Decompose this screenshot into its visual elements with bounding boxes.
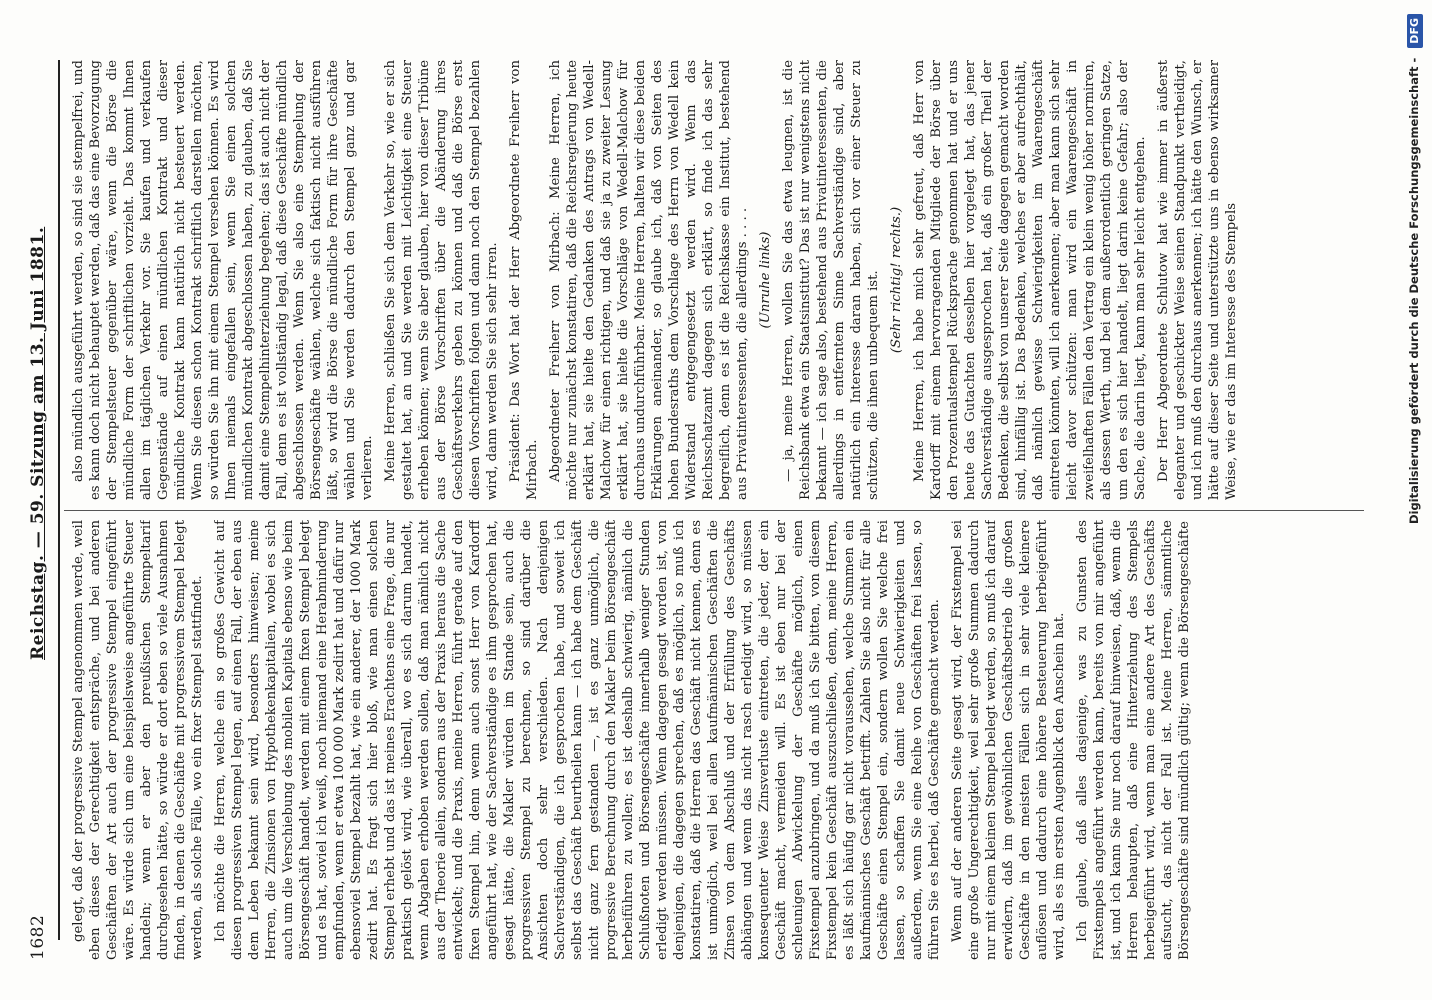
- right-paragraph: Der Herr Abgeordnete Schlutow hat wie immer in äußerst eleganter und geschickter Weise seinen Standpunkt vertheidigt, und ich muß den durchaus anerkennen; ich hätte den Wunsch, er hätte auf dieser Seite und unterstützte uns in ebenso wirksamer Weise, wie er das im Interesse des Stempels: [1156, 60, 1239, 500]
- left-paragraph: Ich möchte die Herren, welche ein so großes Gewicht auf diesen progressiven Stempel legen, auf einen Fall, der eben aus dem Leben bekannt sein wird, besonders hinweisen; meine Herren, die Zinsionen von Hypothekenkapitalien, wobei es sich auch um die Verschiebung des mobilen Kapitals ebenso wie beim Börsengeschäft handelt, werden mit einem fixen Stempel belegt und es hat, soviel ich weiß, noch niemand eine Herabminderung empfunden, wenn er etwa 100 000 Mark zedirt hat und dafür nur ebensoviel Stempel bezahlt hat, wie ein anderer, der 1000 Mark zedirt hat. Es fragt sich hier bloß, wie man einen solchen Stempel erhebt und das ist meines Erachtens eine Frage, die nur praktisch gelöst wird, wie überall, wo es sich darum handelt, wenn Abgaben erhoben werden sollen, daß man nämlich nicht aus der Theorie allein, sondern aus der Praxis heraus die Sache entwickelt; und die Praxis, meine Herren, führt gerade auf den fixen Stempel hin, denn wenn auch sonst Herr von Kardorff angeführt hat, wie der Sachverständige es ihm gesprochen hat, gesagt hätte, die Makler würden im Stande sein, auch die progressiven Stempel zu berechnen, so sind darüber die Ansichten doch sehr verschieden. Nach denjenigen Sachverständigen, die ich gesprochen habe, und soweit ich selbst das Geschäft beurtheilen kann — ich habe dem Geschäft nicht ganz fern gestanden —, ist es ganz unmöglich, die progressive Berechnung durch den Makler beim Börsengeschäft herbeiführen zu wollen; es ist deshalb schwierig, nämlich die Schlußnoten und Börsengeschäfte innerhalb weniger Stunden erledigt werden müssen. Wenn dagegen gesagt worden ist, von denjenigen, die dagegen sprechen, daß es möglich, so muß ich konstatiren, daß die Herren das Geschäft nicht kennen, denn es ist unmöglich, weil bei allen kaufmännischen Geschäften die Zinsen von dem Abschluß und der Erfüllung des Geschäfts abhängen und wenn das nicht rasch erledigt wird, so müssen konsequenter Weise Zinsverluste eintreten, die jeder, der ein Geschäft macht, vermeiden will. Es ist eben nur bei der schleunigen Abwickelung der Geschäfte möglich, einen Fixstempel anzubringen, und da muß ich Sie bitten, von diesem Fixstempel kein Geschäft auszuschließen, denn, meine Herren, es läßt sich häufig gar nicht voraussehen, welche Summen ein kaufmännisches Geschäft betrifft. Zahlen Sie also nicht für alle Geschäfte einen Stempel ein, sondern wollen Sie welche frei lassen, so schaffen Sie damit neue Schwierigkeiten und außerdem, wenn Sie eine Reihe von Geschäften frei lassen, so führen Sie es herbei, daß Geschäfte gemacht werden.: [213, 520, 942, 960]
- page-header: [24, 40, 56, 960]
- watermark-text: [1400, 14, 1428, 986]
- interjection: (Sehr richtig! rechts.): [889, 206, 904, 354]
- left-paragraph: Ich glaube, daß alles dasjenige, was zu Gunsten des Fixstempels angeführt werden kann, bereits von mir angeführt ist, und ich kann Sie nur noch darauf hinweisen, daß, wenn die Herren behaupten, daß eine Hinterziehung des Stempels herbeigeführt wird, wenn man eine andere Art des Geschäfts aufsucht, das nicht der Fall ist. Meine Herren, sämmtliche Börsengeschäfte sind mündlich gültig; wenn die Börsengeschäfte: [1075, 520, 1192, 960]
- right-paragraph: — ja, meine Herren, wollen Sie das etwa leugnen, ist die Reichsbank etwa ein Staatsinstitut? Das ist nur wenigstens nicht bekannt — ich sage also, bestehend aus Privatinteressenten, die allerdings in entferntem Sinne Sachverständige sind, aber natürlich ein Interesse daran haben, sich vor einer Steuer zu schützen, die ihnen unbequem ist.: [781, 60, 881, 500]
- right-paragraph: Meine Herren, schließen Sie sich dem Verkehr so, wie er sich gestaltet hat, an und Sie werden mit Leichtigkeit eine Steuer erheben können; wenn Sie aber glauben, hier von dieser Tribüne aus der Börse Vorschriften über die Abänderung ihres Geschäftsverkehrs geben zu können und daß die Börse erst diesen Vorschriften folgen und dann noch den Stempel bezahlen wird, dann werden Sie sich sehr irren.: [383, 60, 500, 500]
- column-separator: [64, 510, 1364, 511]
- right-column: [70, 60, 1360, 500]
- left-column: [70, 520, 1360, 960]
- running-title: Reichstag. — 59. Sitzung am 13. Juni 1881.: [28, 226, 48, 660]
- speaker-paragraph: Präsident: Das Wort hat der Herr Abgeordnete Freiherr von Mirbach.: [508, 60, 540, 500]
- watermark-caption: Digitalisierung gefördert durch die Deutsche Forschungsgemeinschaft -: [1407, 57, 1421, 525]
- interjection: (Unruhe links): [758, 231, 773, 329]
- dfg-logo: DFG: [1407, 14, 1423, 48]
- right-paragraph: Meine Herren, ich habe mich sehr gefreut, daß Herr von Kardorff mit einem hervorragenden Mitgliede der Börse über den Prozentualstempel Rücksprache genommen hat und er uns heute das Gutachten desselben hier vorgelegt hat, das jener Sachverständige ausgesprochen hat, daß ein großer Theil der Bedenken, die selbst von unserer Seite dagegen gemacht worden sind, hinfällig ist. Das Bedenken, welches er aber aufrechthält, daß nämlich gewisse Schwierigkeiten im Waarengeschäft eintreten könnten, will ich anerkennen; aber man kann sich sehr leicht davor schützen: man wird ein Waarengeschäft in zweifelhaften Fällen den Vertrag ein klein wenig höher normiren, als dessen Werth, und bei dem außerordentlich geringen Satze, um den es sich hier handelt, liegt darin keine Gefahr; also der Sache, die darin liegt, kann man sehr leicht entgehen.: [912, 60, 1148, 500]
- header-rule: [58, 60, 60, 940]
- right-paragraph: also mündlich ausgeführt werden, so sind sie stempelfrei, und es kann doch nicht behauptet werden, daß das eine Bevorzugung der Stempelsteuer gegenüber wäre, wenn die Börse die mündliche Form der schriftlichen vorzieht. Das kommt Ihnen allen im täglichen Verkehr vor. Sie kaufen und verkaufen Gegenstände auf einen mündlichen Kontrakt und dieser mündliche Kontrakt kann natürlich nicht besteuert werden. Wenn Sie diesen schon Kontrakt schriftlich darstellen möchten, so würden Sie ihn mit einem Stempel versehen können. Es wird Ihnen niemals eingefallen sein, wenn Sie einen solchen mündlichen Kontrakt abgeschlossen haben, zu glauben, daß Sie damit eine Stempelhinterziehung begehen; das ist auch nicht der Fall, denn es ist vollständig legal, daß diese Geschäfte mündlich abgeschlossen werden. Wenn Sie also eine Stempelung der Börsengeschäfte wählen, welche sich faktisch nicht ausführen läßt, so wird die Börse die mündliche Form für ihre Geschäfte wählen und Sie werden dadurch den Stempel ganz und gar verlieren.: [71, 60, 375, 500]
- digitization-watermark: [1400, 14, 1428, 986]
- left-paragraph: gelegt, daß der progressive Stempel angenommen werde, weil eben dieses der Gerechtigkeit entspräche, und bei anderen Geschäften der Art auch der progressive Stempel eingeführt wäre. Es würde sich um eine beispielsweise angeführte Steuer handeln; wenn er aber den preußischen Stempeltarif durchgesehen hätte, so würde er dort eben so viele Ausnahmen finden, in denen die Geschäfte mit progressivem Stempel belegt werden, als solche Fälle, wo ein fixer Stempel stattfindet.: [71, 520, 205, 960]
- left-paragraph: Wenn auf der anderen Seite gesagt wird, der Fixstempel sei eine große Ungerechtigkeit, weil sehr große Summen dadurch nur mit einem kleinen Stempel belegt werden, so muß ich darauf erwidern, daß im gewöhnlichen Geschäftsbetrieb die großen Geschäfte in den meisten Fällen sich in sehr viele kleinere auflösen und dadurch eine höhere Besteuerung herbeigeführt wird, als es im ersten Augenblick den Anschein hat.: [950, 520, 1067, 960]
- page-number: 1682: [28, 914, 48, 960]
- speaker-paragraph: Abgeordneter Freiherr von Mirbach: Meine Herren, ich möchte nur zunächst konstatiren, daß die Reichsregierung heute erklärt hat, sie hielte den Gedanken des Antrags von Wedell-Malchow für einen richtigen, und daß sie ja zu zweiter Lesung erklärt hat, sie hielte die Vorschläge von Wedell-Malchow für durchaus undurchführbar. Meine Herren, halten wir diese beiden Erklärungen aneinander, so glaube ich, daß von Seiten des hohen Bundesraths dem Vorschlage des Herrn von Wedell kein Widerstand entgegengesetzt werden wird. Wenn das Reichsschatzamt dagegen sich erklärt, so finde ich das sehr begreiflich, denn es ist die Reichskasse ein Institut, bestehend aus Privatinteressenten, die allerdings . . . .: [548, 60, 750, 500]
